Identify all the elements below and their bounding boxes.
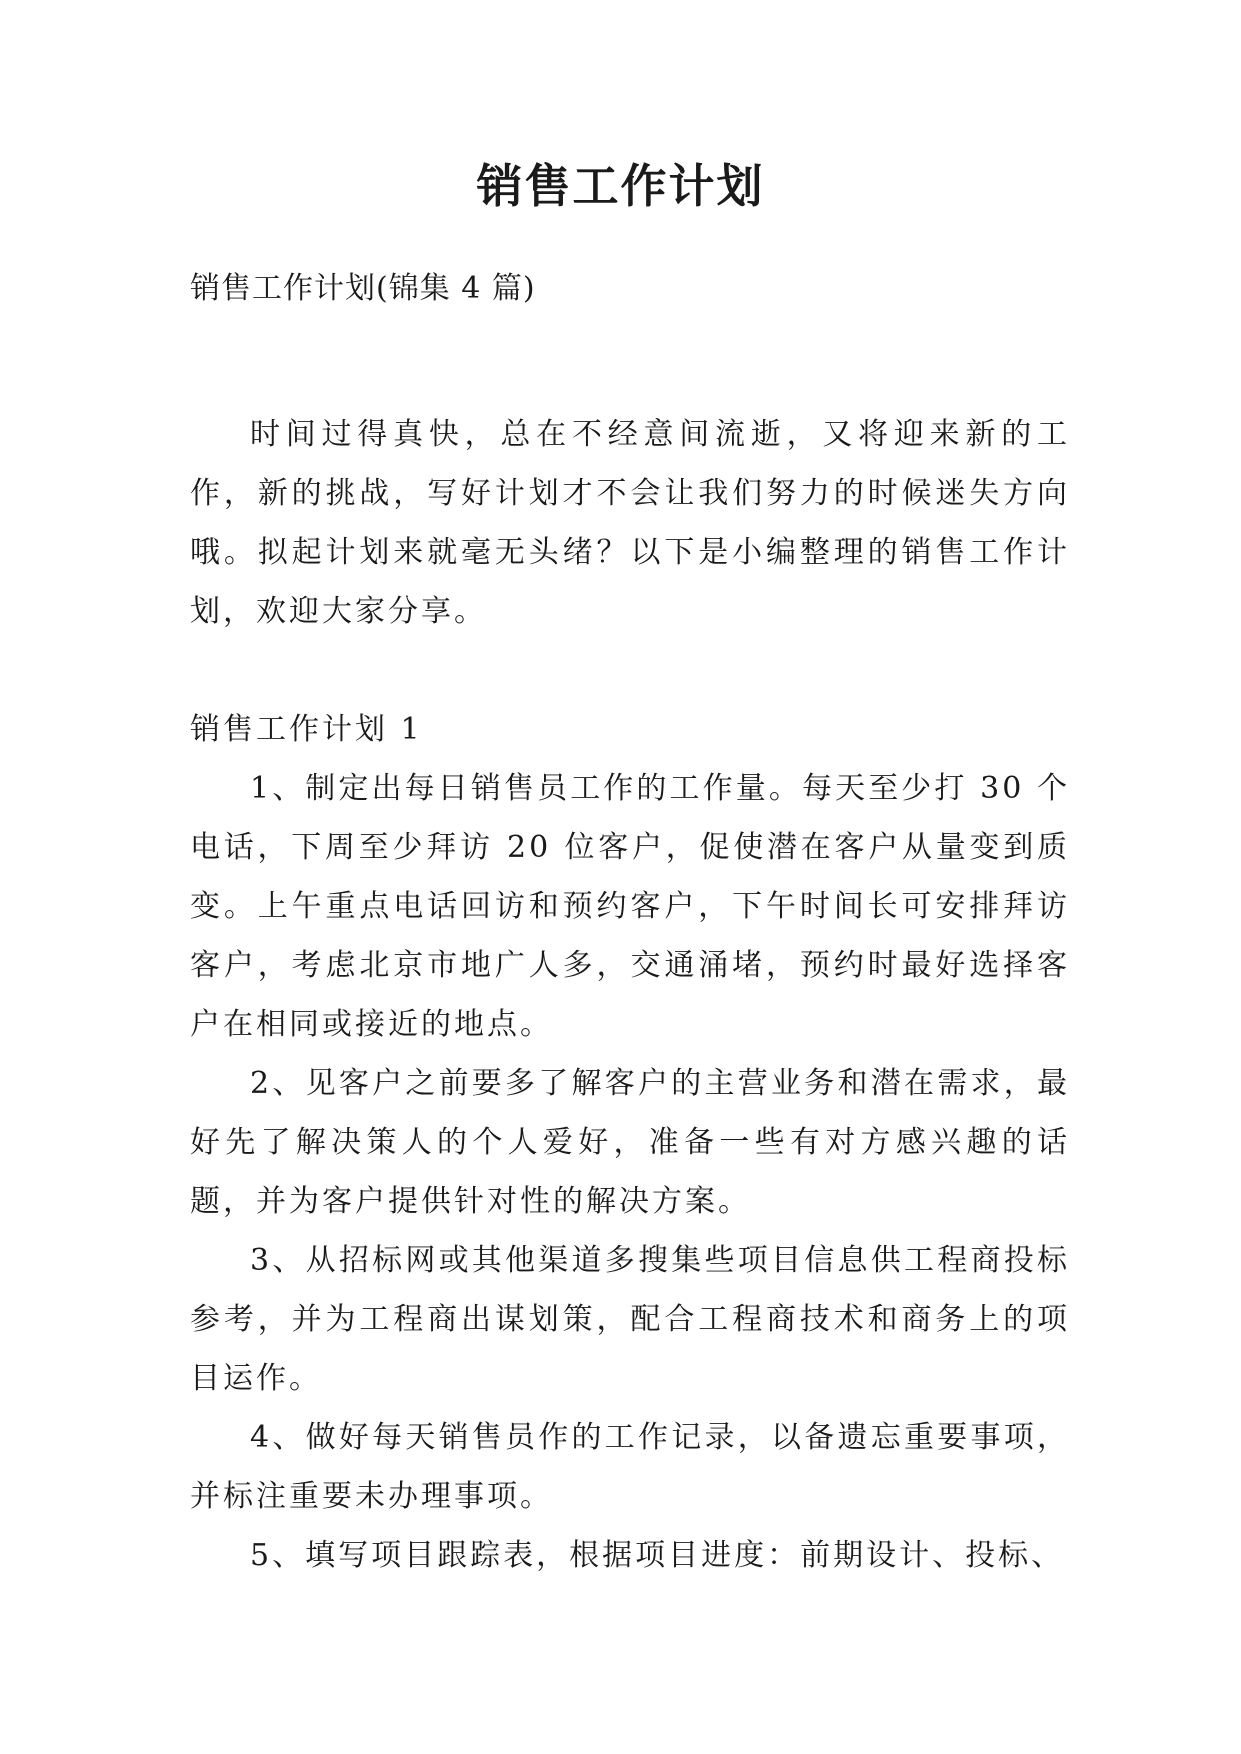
document-subtitle: 销售工作计划(锦集 4 篇) <box>190 271 536 306</box>
intro-paragraph: 时间过得真快，总在不经意间流逝，又将迎来新的工作，新的挑战，写好计划才不会让我们努力的时候迷失方向哦。拟起计划来就毫无头绪？以下是小编整理的销售工作计划，欢迎大家分享。 <box>190 417 1070 629</box>
document-title: 销售工作计划 <box>476 159 765 213</box>
list-item: 5、填写项目跟踪表，根据项目进度：前期设计、投标、 <box>250 1538 1065 1573</box>
list-item: 4、做好每天销售员作的工作记录，以备遗忘重要事项，并标注重要未办理事项。 <box>190 1420 1070 1514</box>
list-item: 3、从招标网或其他渠道多搜集些项目信息供工程商投标参考，并为工程商出谋划策，配合工程商技术和商务上的项目运作。 <box>190 1243 1070 1396</box>
intro-section <box>190 405 1070 641</box>
list-item: 1、制定出每日销售员工作的工作量。每天至少打 30 个电话，下周至少拜访 20 位客户，促使潜在客户从量变到质变。上午重点电话回访和预约客户，下午时间长可安排拜访客户，考虑北京市地广人多，交通涌堵，预约时最好选择客户在相同或接近的地点。 <box>190 771 1070 1042</box>
section-1 <box>190 700 1070 1585</box>
section-heading: 销售工作计划 1 <box>190 712 423 747</box>
list-item: 2、见客户之前要多了解客户的主营业务和潜在需求，最好先了解决策人的个人爱好，准备一些有对方感兴趣的话题，并为客户提供针对性的解决方案。 <box>190 1066 1070 1219</box>
